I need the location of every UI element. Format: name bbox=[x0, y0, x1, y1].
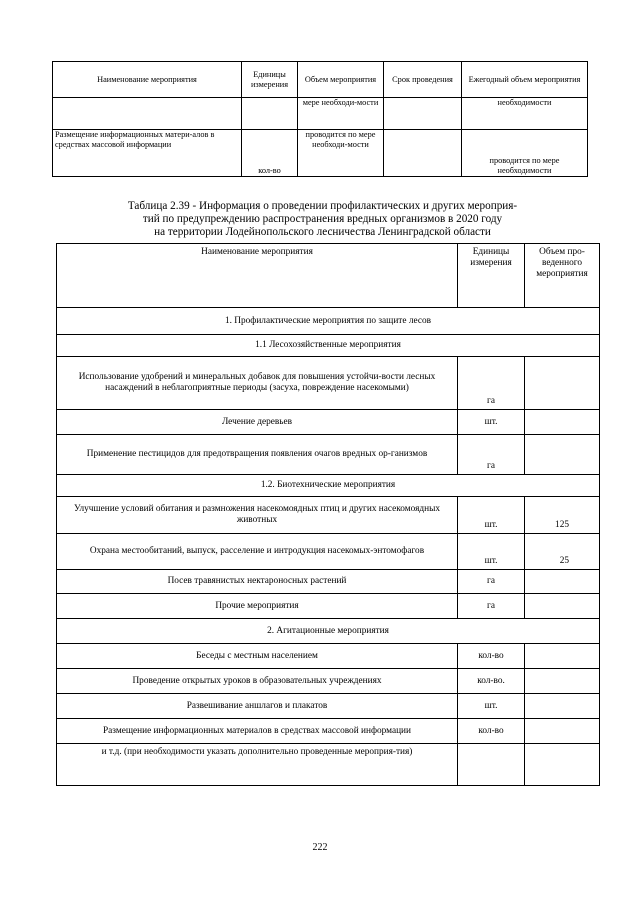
subsection-row bbox=[57, 475, 600, 497]
row-value bbox=[525, 357, 600, 410]
caption-line: на территории Лодейнопольского лесничества Ленинградской области bbox=[154, 226, 491, 238]
top-header-name: Наименование мероприятия bbox=[53, 62, 242, 98]
row-unit: шт. bbox=[458, 694, 525, 719]
row-name: и т.д. (при необходимости указать дополнительно проведенные мероприя-тия) bbox=[57, 744, 458, 786]
row-name: Развешивание аншлагов и плакатов bbox=[57, 694, 458, 719]
top-header-annual: Ежегодный объем мероприятия bbox=[462, 62, 588, 98]
table-row bbox=[53, 130, 588, 177]
subsection-row bbox=[57, 335, 600, 357]
top-table-header bbox=[53, 62, 588, 98]
row-value bbox=[525, 594, 600, 619]
row-name: Прочие мероприятия bbox=[57, 594, 458, 619]
row-unit: га bbox=[458, 570, 525, 594]
row-value: 125 bbox=[525, 497, 600, 534]
row-value bbox=[525, 410, 600, 435]
row-name: Посев травянистых нектароносных растений bbox=[57, 570, 458, 594]
table-cell: мере необходи-мости bbox=[298, 98, 384, 130]
row-unit: кол-во bbox=[458, 644, 525, 669]
main-header-name: Наименование мероприятия bbox=[57, 244, 458, 308]
row-unit: га bbox=[458, 435, 525, 475]
row-name: Размещение информационных материалов в средствах массовой информации bbox=[57, 719, 458, 744]
row-value: 25 bbox=[525, 534, 600, 570]
row-value bbox=[525, 669, 600, 694]
caption-line: тий по предупреждению распространения вредных организмов в 2020 году bbox=[142, 213, 503, 225]
table-row bbox=[57, 669, 600, 694]
row-unit: кол-во bbox=[458, 719, 525, 744]
caption-line: Таблица 2.39 - Информация о проведении профилактических и других мероприя- bbox=[127, 200, 518, 212]
top-header-term: Срок проведения bbox=[384, 62, 462, 98]
row-unit: шт. bbox=[458, 410, 525, 435]
row-unit: га bbox=[458, 357, 525, 410]
table-row bbox=[53, 98, 588, 130]
row-value bbox=[525, 744, 600, 786]
table-cell: Размещение информационных матери-алов в средствах массовой информации bbox=[53, 130, 242, 177]
table-row bbox=[57, 435, 600, 475]
top-table bbox=[52, 61, 588, 177]
row-name: Улучшение условий обитания и размножения насекомоядных птиц и других насекомоядных животных bbox=[57, 497, 458, 534]
top-header-units: Единицы измерения bbox=[242, 62, 298, 98]
table-cell: проводится по мере необходимости bbox=[462, 130, 588, 177]
main-header-volume: Объем про-веденного мероприятия bbox=[525, 244, 600, 308]
section-row bbox=[57, 619, 600, 644]
row-value bbox=[525, 644, 600, 669]
subsection-title: 1.2. Биотехнические мероприятия bbox=[57, 475, 600, 497]
row-unit: шт. bbox=[458, 534, 525, 570]
table-cell: кол-во bbox=[242, 130, 298, 177]
row-name: Использование удобрений и минеральных добавок для повышения устойчи-вости лесных насаждений в неблагоприятные периоды (засуха, повреждение насекомыми) bbox=[57, 357, 458, 410]
table-row bbox=[57, 497, 600, 534]
table-cell: необходимости bbox=[462, 98, 588, 130]
table-row bbox=[57, 570, 600, 594]
row-name: Применение пестицидов для предотвращения появления очагов вредных ор-ганизмов bbox=[57, 435, 458, 475]
section-title: 1. Профилактические мероприятия по защите лесов bbox=[57, 308, 600, 335]
table-row bbox=[57, 719, 600, 744]
table-row bbox=[57, 357, 600, 410]
section-title: 2. Агитационные мероприятия bbox=[57, 619, 600, 644]
row-name: Беседы с местным населением bbox=[57, 644, 458, 669]
row-unit: шт. bbox=[458, 497, 525, 534]
row-unit bbox=[458, 744, 525, 786]
table-caption bbox=[60, 200, 585, 239]
table-row bbox=[57, 744, 600, 786]
table-cell bbox=[384, 130, 462, 177]
row-name: Проведение открытых уроков в образовательных учреждениях bbox=[57, 669, 458, 694]
section-row bbox=[57, 308, 600, 335]
table-cell bbox=[242, 98, 298, 130]
row-unit: га bbox=[458, 594, 525, 619]
table-row bbox=[57, 644, 600, 669]
row-unit: кол-во. bbox=[458, 669, 525, 694]
top-header-volume: Объем мероприятия bbox=[298, 62, 384, 98]
row-name: Лечение деревьев bbox=[57, 410, 458, 435]
subsection-title: 1.1 Лесохозяйственные мероприятия bbox=[57, 335, 600, 357]
table-row bbox=[57, 594, 600, 619]
row-value bbox=[525, 719, 600, 744]
page-number: 222 bbox=[312, 842, 328, 853]
row-value bbox=[525, 570, 600, 594]
row-value bbox=[525, 435, 600, 475]
row-value bbox=[525, 694, 600, 719]
row-name: Охрана местообитаний, выпуск, расселение и интродукция насекомых-энтомофагов bbox=[57, 534, 458, 570]
table-cell bbox=[384, 98, 462, 130]
main-table bbox=[56, 243, 600, 786]
main-table-header bbox=[57, 244, 600, 308]
table-cell bbox=[53, 98, 242, 130]
table-row bbox=[57, 694, 600, 719]
table-row bbox=[57, 534, 600, 570]
table-cell: проводится по мере необходи-мости bbox=[298, 130, 384, 177]
table-row bbox=[57, 410, 600, 435]
main-header-units: Единицы измерения bbox=[458, 244, 525, 308]
